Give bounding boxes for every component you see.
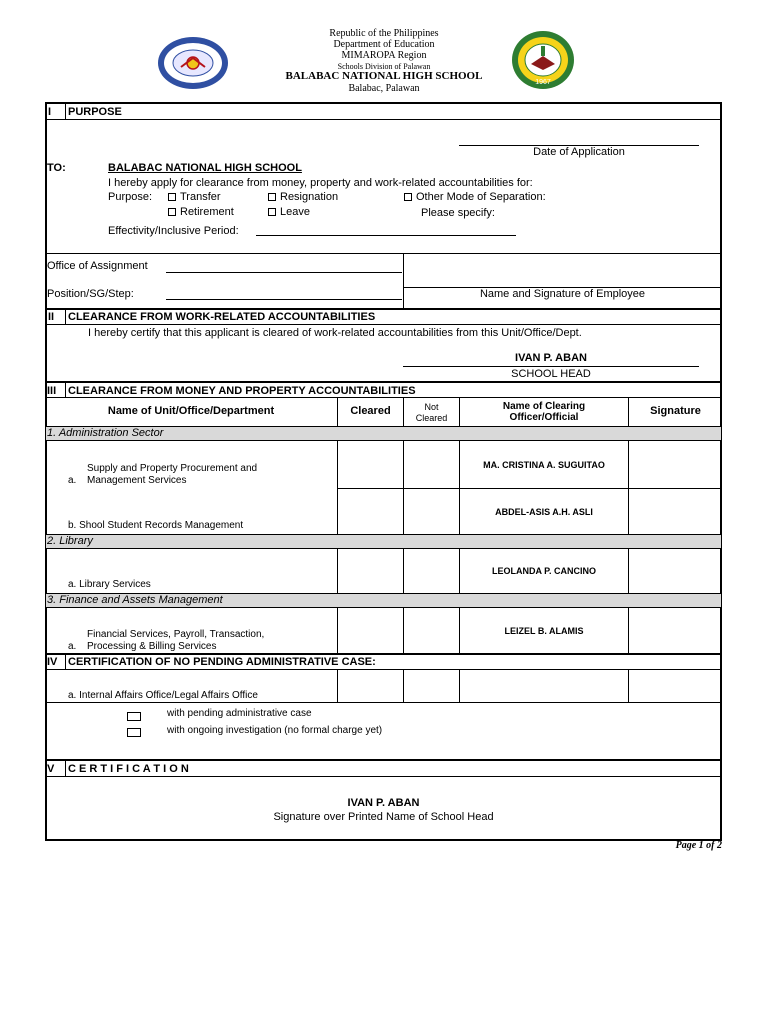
header-address: Balabac, Palawan [348,83,420,94]
col-officer-header-1: Name of Clearing [502,401,586,412]
row-supply-officer: MA. CRISTINA A. SUGUITAO [483,460,605,470]
checkbox-icon [404,193,412,201]
effectivity-field[interactable] [256,235,516,236]
opt-resignation[interactable]: Resignation [268,191,338,203]
col-unit-header: Name of Unit/Office/Department [107,405,275,417]
opt-retirement[interactable]: Retirement [168,206,234,218]
ongoing-investigation-label: with ongoing investigation (no formal charge yet) [167,725,383,736]
please-specify-label: Please specify: [421,207,495,219]
row-supply-prefix: a. [68,475,77,486]
date-of-application-label: Date of Application [533,146,625,158]
section1-num: I [48,106,52,118]
header-school: BALABAC NATIONAL HIGH SCHOOL [285,70,483,82]
position-label: Position/SG/Step: [47,288,134,300]
effectivity-label: Effectivity/Inclusive Period: [108,225,239,237]
section1-title: PURPOSE [68,106,122,118]
section2-head-name: IVAN P. ABAN [515,352,587,364]
checkbox-icon [268,193,276,201]
opt-other-separation[interactable]: Other Mode of Separation: [404,191,546,203]
row-finance-label-1: Financial Services, Payroll, Transaction, [87,629,265,640]
office-label: Office of Assignment [47,260,148,272]
col-cleared-header: Cleared [350,405,391,417]
row-finance-label-2: Processing & Billing Services [87,641,217,652]
header-republic: Republic of the Philippines [329,28,439,39]
row-records-label: b. Shool Student Records Management [68,520,244,531]
office-field[interactable] [166,272,402,273]
page-number: Page 1 of 2 [675,840,722,851]
col-signature-header: Signature [650,405,701,417]
section4-num: IV [47,656,58,668]
section5-title: C E R T I F I C A T I O N [68,763,189,775]
to-value: BALABAC NATIONAL HIGH SCHOOL [108,162,302,174]
employee-signature-label: Name and Signature of Employee [479,288,646,300]
section2-title: CLEARANCE FROM WORK-RELATED ACCOUNTABILITIES [68,311,376,323]
opt-leave[interactable]: Leave [268,206,310,218]
header-division: Schools Division of Palawan [337,62,431,71]
row-library-label: a. Library Services [68,579,151,590]
section5-num: V [47,763,55,775]
section3-num: III [47,385,57,397]
sector-administration: 1. Administration Sector [47,427,164,439]
section5-head-signature-label: Signature over Printed Name of School Head [273,811,494,823]
opt-transfer[interactable]: Transfer [168,191,221,203]
to-label: TO: [47,162,66,174]
header-region: MIMAROPA Region [341,50,427,61]
checkbox-icon [168,193,176,201]
cleared-cell[interactable] [338,441,403,488]
purpose-label: Purpose: [108,191,153,203]
col-officer-header-2: Officer/Official [509,412,579,423]
row-finance-prefix: a. [68,641,77,652]
apply-statement: I hereby apply for clearance from money, property and work-related accountabilities for: [108,177,533,189]
ongoing-investigation-checkbox[interactable] [127,728,141,737]
section5-head-name: IVAN P. ABAN [347,797,420,809]
pending-case-checkbox[interactable] [127,712,141,721]
header-department: Department of Education [333,39,435,50]
pending-case-label: with pending administrative case [167,708,312,719]
section3-title: CLEARANCE FROM MONEY AND PROPERTY ACCOUNTABILITIES [68,385,416,397]
section4-title: CERTIFICATION OF NO PENDING ADMINISTRATIVE CASE: [68,656,376,668]
col-not-cleared-header-1: Not [424,402,439,412]
section2-head-title: SCHOOL HEAD [511,368,591,380]
checkbox-icon [268,208,276,216]
row-supply-label-1: Supply and Property Procurement and [87,463,258,474]
section2-statement: I hereby certify that this applicant is cleared of work-related accountabilities from this Unit/Office/Dept. [88,327,582,339]
sector-library: 2. Library [47,535,93,547]
checkbox-icon [168,208,176,216]
row-internal-affairs-label: a. Internal Affairs Office/Legal Affairs Office [68,690,258,701]
row-records-officer: ABDEL-ASIS A.H. ASLI [495,507,593,517]
row-supply-label-2: Management Services [87,475,187,486]
col-not-cleared-header-2: Cleared [415,413,448,423]
section2-num: II [48,311,55,323]
row-library-officer: LEOLANDA P. CANCINO [491,566,596,576]
position-field[interactable] [166,299,402,300]
school-seal-year: 1967 [535,79,551,86]
sector-finance: 3. Finance and Assets Management [47,594,223,606]
row-finance-officer: LEIZEL B. ALAMIS [504,626,584,636]
